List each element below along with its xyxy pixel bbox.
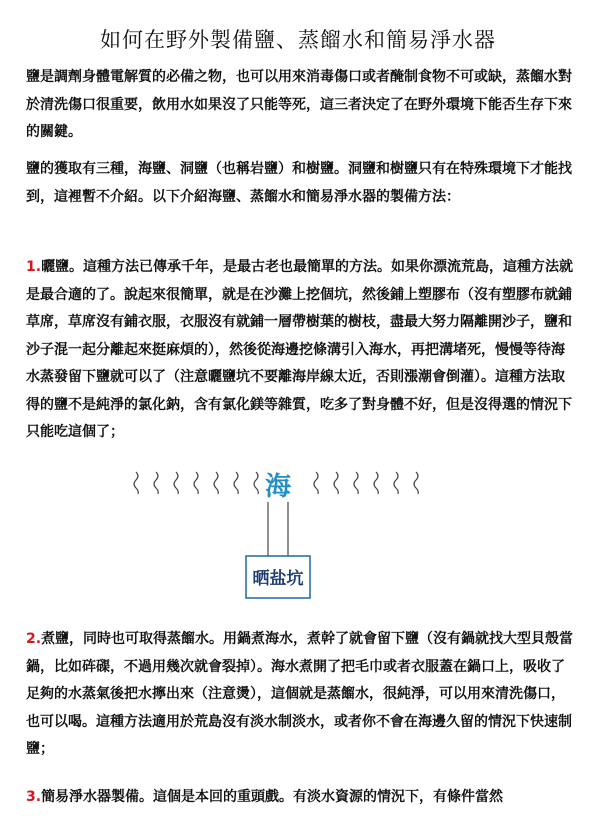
wave-mark (194, 472, 198, 494)
wave-mark (374, 472, 378, 494)
item-number: 2. (26, 631, 42, 647)
page-title: 如何在野外製備鹽、蒸餾水和簡易淨水器 (100, 28, 496, 52)
wave-mark (334, 472, 338, 494)
wave-mark (314, 472, 318, 494)
wave-mark (254, 472, 258, 494)
sea-label: 海 (264, 472, 292, 502)
item-number: 3. (26, 789, 42, 805)
salt-pit-label: 晒盐坑 (252, 569, 304, 589)
paragraph-water-filter (26, 784, 574, 812)
item-text: 曬鹽。這種方法已傳承千年，是最古老也最簡單的方法。如果你漂流荒島，這種方法就是最合適的了。說起來很簡單，就是在沙灘上挖個坑，然後鋪上塑膠布（沒有塑膠布就鋪草席，草席沒有鋪衣服，衣服沒有就鋪一層帶樹葉的樹枝，盡最大努力隔離開沙子，鹽和沙子混一起分離起來挺麻煩的），然後從海邊挖條溝引入海水，再把溝堵死，慢慢等待海水蒸發留下鹽就可以了（注意曬鹽坑不要離海岸線太近，否則漲潮會倒灌）。這種方法取得的鹽不是純淨的氯化鈉，含有氯化鎂等雜質，吃多了對身體不好，但是沒得選的情況下只能吃這個了； (26, 259, 574, 440)
paragraph-boiling-salt (26, 626, 574, 764)
item-number: 1. (26, 259, 42, 275)
salt-pit-diagram (0, 460, 596, 610)
wave-mark (154, 472, 158, 494)
wave-mark (134, 472, 138, 494)
paragraph-intro: 鹽是調劑身體電解質的必備之物，也可以用來消毒傷口或者醃制食物不可或缺，蒸餾水對於清洗傷口很重要，飲用水如果沒了只能等死，這三者決定了在野外環境下能否生存下來的關鍵。 (26, 69, 572, 140)
wave-mark (414, 472, 418, 494)
wave-mark (214, 472, 218, 494)
item-text: 簡易淨水器製備。這個是本回的重頭戲。有淡水資源的情況下，有條件當然 (41, 789, 504, 805)
wave-mark (234, 472, 238, 494)
paragraph-salt-types: 鹽的獲取有三種，海鹽、洞鹽（也稱岩鹽）和樹鹽。洞鹽和樹鹽只有在特殊環境下才能找到，這裡暫不介紹。以下介紹海鹽、蒸餾水和簡易淨水器的製備方法： (26, 161, 572, 205)
paragraph-sun-drying-salt (26, 254, 574, 447)
wave-mark (354, 472, 358, 494)
wave-mark (394, 472, 398, 494)
item-text: 煮鹽，同時也可取得蒸餾水。用鍋煮海水，煮幹了就會留下鹽（沒有鍋就找大型貝殼當鍋，比如砗磲，不過用幾次就會裂掉）。海水煮開了把毛巾或者衣服蓋在鍋口上，吸收了足夠的水蒸氣後把水擰出來（注意燙），這個就是蒸餾水，很純淨，可以用來清洗傷口，也可以喝。這種方法適用於荒島沒有淡水制淡水，或者你不會在海邊久留的情況下快速制鹽； (26, 631, 574, 757)
wave-mark (174, 472, 178, 494)
